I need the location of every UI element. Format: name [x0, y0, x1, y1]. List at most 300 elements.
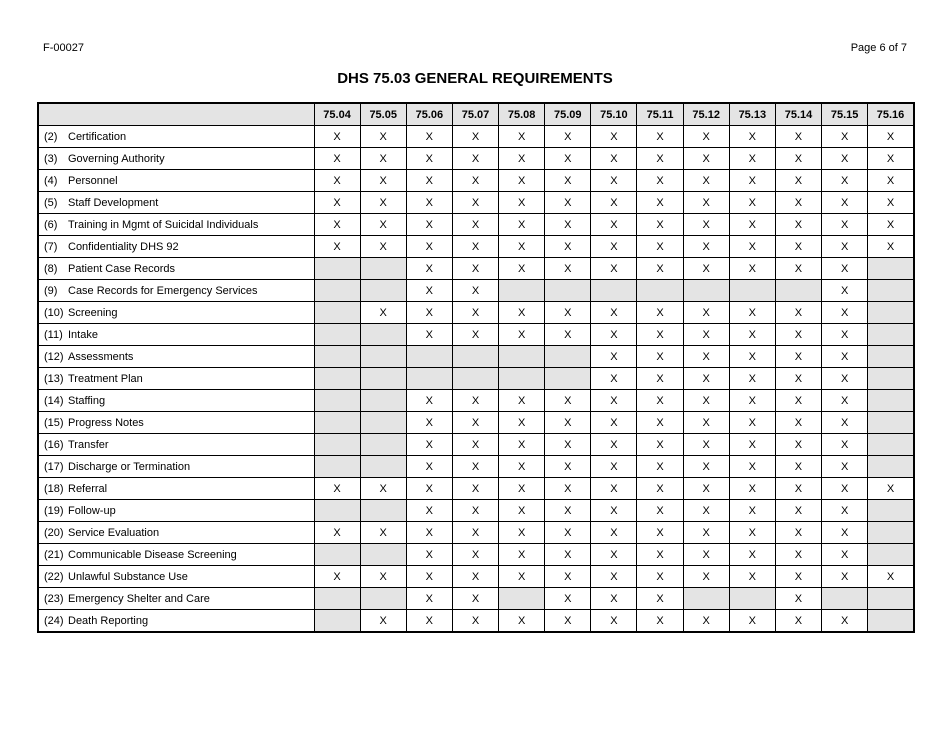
column-header: 75.13 — [729, 103, 775, 126]
check-cell: X — [822, 192, 868, 214]
table-row — [38, 192, 914, 214]
table-row — [38, 258, 914, 280]
check-cell: X — [314, 522, 360, 544]
check-cell: X — [499, 302, 545, 324]
requirement-label: Governing Authority — [68, 148, 314, 170]
check-cell: X — [452, 324, 498, 346]
check-cell: X — [683, 302, 729, 324]
check-cell: X — [683, 456, 729, 478]
check-cell: X — [868, 566, 914, 588]
shaded-cell — [591, 280, 637, 302]
check-cell: X — [729, 126, 775, 148]
check-cell: X — [314, 192, 360, 214]
check-cell: X — [775, 566, 821, 588]
shaded-cell — [683, 588, 729, 610]
check-cell: X — [822, 500, 868, 522]
shaded-cell — [360, 324, 406, 346]
check-cell: X — [360, 148, 406, 170]
check-cell: X — [683, 324, 729, 346]
check-cell: X — [775, 346, 821, 368]
check-cell: X — [868, 170, 914, 192]
check-cell: X — [729, 456, 775, 478]
check-cell: X — [822, 324, 868, 346]
table-row — [38, 522, 914, 544]
check-cell: X — [637, 258, 683, 280]
check-cell: X — [775, 478, 821, 500]
shaded-cell — [637, 280, 683, 302]
check-cell: X — [452, 412, 498, 434]
check-cell: X — [499, 456, 545, 478]
table-row — [38, 390, 914, 412]
requirement-label: Transfer — [68, 434, 314, 456]
requirement-label: Follow-up — [68, 500, 314, 522]
check-cell: X — [729, 324, 775, 346]
shaded-cell — [868, 258, 914, 280]
shaded-cell — [360, 588, 406, 610]
check-cell: X — [452, 302, 498, 324]
check-cell: X — [591, 412, 637, 434]
check-cell: X — [775, 324, 821, 346]
check-cell: X — [822, 258, 868, 280]
shaded-cell — [868, 456, 914, 478]
check-cell: X — [683, 610, 729, 633]
check-cell: X — [637, 566, 683, 588]
check-cell: X — [452, 126, 498, 148]
check-cell: X — [729, 390, 775, 412]
row-number: (2) — [38, 126, 68, 148]
check-cell: X — [775, 302, 821, 324]
shaded-cell — [360, 346, 406, 368]
check-cell: X — [637, 412, 683, 434]
check-cell: X — [729, 214, 775, 236]
table-row — [38, 368, 914, 390]
shaded-cell — [868, 324, 914, 346]
check-cell: X — [822, 280, 868, 302]
table-row — [38, 324, 914, 346]
check-cell: X — [822, 170, 868, 192]
check-cell: X — [406, 324, 452, 346]
check-cell: X — [822, 148, 868, 170]
row-number: (16) — [38, 434, 68, 456]
header-corner — [38, 103, 314, 126]
check-cell: X — [775, 148, 821, 170]
check-cell: X — [637, 126, 683, 148]
check-cell: X — [683, 170, 729, 192]
check-cell: X — [775, 368, 821, 390]
column-header: 75.09 — [545, 103, 591, 126]
row-number: (11) — [38, 324, 68, 346]
shaded-cell — [360, 390, 406, 412]
shaded-cell — [499, 588, 545, 610]
shaded-cell — [360, 434, 406, 456]
check-cell: X — [637, 434, 683, 456]
form-id: F-00027 — [43, 42, 84, 54]
check-cell: X — [822, 434, 868, 456]
check-cell: X — [499, 126, 545, 148]
check-cell: X — [545, 148, 591, 170]
shaded-cell — [314, 368, 360, 390]
requirement-label: Emergency Shelter and Care — [68, 588, 314, 610]
check-cell: X — [545, 236, 591, 258]
shaded-cell — [314, 544, 360, 566]
check-cell: X — [637, 214, 683, 236]
check-cell: X — [406, 566, 452, 588]
row-number: (4) — [38, 170, 68, 192]
check-cell: X — [591, 566, 637, 588]
check-cell: X — [545, 544, 591, 566]
check-cell: X — [683, 192, 729, 214]
check-cell: X — [360, 522, 406, 544]
check-cell: X — [683, 214, 729, 236]
check-cell: X — [683, 368, 729, 390]
shaded-cell — [360, 456, 406, 478]
table-row — [38, 412, 914, 434]
shaded-cell — [314, 588, 360, 610]
shaded-cell — [360, 280, 406, 302]
check-cell: X — [545, 390, 591, 412]
table-row — [38, 588, 914, 610]
check-cell: X — [591, 346, 637, 368]
row-number: (21) — [38, 544, 68, 566]
table-row — [38, 566, 914, 588]
row-number: (9) — [38, 280, 68, 302]
check-cell: X — [775, 170, 821, 192]
check-cell: X — [637, 478, 683, 500]
shaded-cell — [868, 412, 914, 434]
check-cell: X — [822, 302, 868, 324]
requirements-table — [37, 102, 915, 633]
check-cell: X — [775, 588, 821, 610]
check-cell: X — [729, 412, 775, 434]
requirement-label: Death Reporting — [68, 610, 314, 633]
shaded-cell — [499, 368, 545, 390]
check-cell: X — [637, 148, 683, 170]
check-cell: X — [637, 302, 683, 324]
table-row — [38, 500, 914, 522]
check-cell: X — [545, 434, 591, 456]
check-cell: X — [452, 566, 498, 588]
check-cell: X — [360, 610, 406, 633]
check-cell: X — [822, 478, 868, 500]
check-cell: X — [822, 412, 868, 434]
row-number: (20) — [38, 522, 68, 544]
table-row — [38, 280, 914, 302]
shaded-cell — [868, 346, 914, 368]
shaded-cell — [314, 324, 360, 346]
check-cell: X — [452, 258, 498, 280]
check-cell: X — [729, 500, 775, 522]
shaded-cell — [360, 500, 406, 522]
check-cell: X — [775, 434, 821, 456]
requirement-label: Communicable Disease Screening — [68, 544, 314, 566]
check-cell: X — [545, 456, 591, 478]
shaded-cell — [868, 588, 914, 610]
check-cell: X — [545, 214, 591, 236]
check-cell: X — [775, 500, 821, 522]
check-cell: X — [314, 214, 360, 236]
check-cell: X — [360, 566, 406, 588]
check-cell: X — [314, 126, 360, 148]
check-cell: X — [406, 214, 452, 236]
check-cell: X — [637, 346, 683, 368]
check-cell: X — [775, 214, 821, 236]
check-cell: X — [683, 412, 729, 434]
shaded-cell — [360, 544, 406, 566]
shaded-cell — [314, 346, 360, 368]
check-cell: X — [406, 544, 452, 566]
check-cell: X — [452, 192, 498, 214]
row-number: (22) — [38, 566, 68, 588]
check-cell: X — [360, 478, 406, 500]
column-header: 75.14 — [775, 103, 821, 126]
shaded-cell — [314, 456, 360, 478]
check-cell: X — [591, 500, 637, 522]
shaded-cell — [822, 588, 868, 610]
check-cell: X — [360, 192, 406, 214]
check-cell: X — [822, 544, 868, 566]
check-cell: X — [406, 236, 452, 258]
requirement-label: Assessments — [68, 346, 314, 368]
check-cell: X — [314, 236, 360, 258]
check-cell: X — [683, 390, 729, 412]
shaded-cell — [314, 500, 360, 522]
check-cell: X — [545, 192, 591, 214]
check-cell: X — [406, 456, 452, 478]
check-cell: X — [729, 148, 775, 170]
check-cell: X — [545, 500, 591, 522]
table-row — [38, 544, 914, 566]
column-header: 75.08 — [499, 103, 545, 126]
shaded-cell — [729, 588, 775, 610]
check-cell: X — [591, 236, 637, 258]
check-cell: X — [729, 522, 775, 544]
check-cell: X — [406, 258, 452, 280]
check-cell: X — [499, 522, 545, 544]
check-cell: X — [406, 500, 452, 522]
shaded-cell — [499, 346, 545, 368]
check-cell: X — [499, 544, 545, 566]
check-cell: X — [545, 610, 591, 633]
row-number: (17) — [38, 456, 68, 478]
check-cell: X — [683, 148, 729, 170]
check-cell: X — [591, 148, 637, 170]
shaded-cell — [868, 434, 914, 456]
check-cell: X — [545, 170, 591, 192]
check-cell: X — [729, 610, 775, 633]
column-header: 75.12 — [683, 103, 729, 126]
check-cell: X — [591, 456, 637, 478]
check-cell: X — [406, 170, 452, 192]
check-cell: X — [822, 566, 868, 588]
shaded-cell — [499, 280, 545, 302]
column-header: 75.16 — [868, 103, 914, 126]
check-cell: X — [499, 412, 545, 434]
check-cell: X — [452, 456, 498, 478]
check-cell: X — [868, 126, 914, 148]
requirement-label: Staffing — [68, 390, 314, 412]
check-cell: X — [406, 390, 452, 412]
shaded-cell — [868, 544, 914, 566]
check-cell: X — [729, 544, 775, 566]
check-cell: X — [452, 170, 498, 192]
table-row — [38, 346, 914, 368]
check-cell: X — [499, 236, 545, 258]
check-cell: X — [683, 258, 729, 280]
check-cell: X — [868, 478, 914, 500]
check-cell: X — [729, 566, 775, 588]
requirement-label: Patient Case Records — [68, 258, 314, 280]
check-cell: X — [545, 324, 591, 346]
row-number: (10) — [38, 302, 68, 324]
check-cell: X — [683, 544, 729, 566]
check-cell: X — [360, 126, 406, 148]
check-cell: X — [452, 434, 498, 456]
check-cell: X — [822, 522, 868, 544]
check-cell: X — [775, 126, 821, 148]
check-cell: X — [591, 192, 637, 214]
requirement-label: Personnel — [68, 170, 314, 192]
shaded-cell — [314, 390, 360, 412]
page-number: Page 6 of 7 — [850, 42, 907, 54]
column-header: 75.15 — [822, 103, 868, 126]
shaded-cell — [868, 280, 914, 302]
check-cell: X — [499, 258, 545, 280]
check-cell: X — [406, 126, 452, 148]
row-number: (3) — [38, 148, 68, 170]
requirement-label: Training in Mgmt of Suicidal Individuals — [68, 214, 314, 236]
check-cell: X — [729, 192, 775, 214]
column-header: 75.04 — [314, 103, 360, 126]
check-cell: X — [637, 544, 683, 566]
shaded-cell — [360, 368, 406, 390]
check-cell: X — [314, 148, 360, 170]
check-cell: X — [452, 588, 498, 610]
check-cell: X — [360, 236, 406, 258]
check-cell: X — [775, 192, 821, 214]
check-cell: X — [591, 324, 637, 346]
requirement-label: Discharge or Termination — [68, 456, 314, 478]
check-cell: X — [822, 456, 868, 478]
requirement-label: Confidentiality DHS 92 — [68, 236, 314, 258]
check-cell: X — [729, 258, 775, 280]
check-cell: X — [545, 566, 591, 588]
column-header: 75.06 — [406, 103, 452, 126]
check-cell: X — [406, 588, 452, 610]
check-cell: X — [637, 368, 683, 390]
row-number: (6) — [38, 214, 68, 236]
check-cell: X — [683, 346, 729, 368]
check-cell: X — [499, 324, 545, 346]
row-number: (23) — [38, 588, 68, 610]
row-number: (15) — [38, 412, 68, 434]
shaded-cell — [868, 610, 914, 633]
check-cell: X — [637, 390, 683, 412]
row-number: (13) — [38, 368, 68, 390]
check-cell: X — [637, 456, 683, 478]
table-row — [38, 302, 914, 324]
shaded-cell — [406, 346, 452, 368]
check-cell: X — [499, 170, 545, 192]
shaded-cell — [868, 522, 914, 544]
check-cell: X — [822, 610, 868, 633]
column-header: 75.05 — [360, 103, 406, 126]
check-cell: X — [775, 412, 821, 434]
check-cell: X — [822, 126, 868, 148]
shaded-cell — [868, 500, 914, 522]
requirement-label: Service Evaluation — [68, 522, 314, 544]
check-cell: X — [499, 390, 545, 412]
table-row — [38, 148, 914, 170]
check-cell: X — [729, 368, 775, 390]
check-cell: X — [452, 544, 498, 566]
check-cell: X — [499, 148, 545, 170]
check-cell: X — [683, 500, 729, 522]
check-cell: X — [545, 258, 591, 280]
check-cell: X — [775, 456, 821, 478]
check-cell: X — [775, 258, 821, 280]
requirement-label: Certification — [68, 126, 314, 148]
shaded-cell — [545, 280, 591, 302]
check-cell: X — [683, 478, 729, 500]
requirement-label: Screening — [68, 302, 314, 324]
shaded-cell — [775, 280, 821, 302]
column-header: 75.11 — [637, 103, 683, 126]
check-cell: X — [591, 170, 637, 192]
check-cell: X — [591, 544, 637, 566]
check-cell: X — [499, 610, 545, 633]
check-cell: X — [499, 566, 545, 588]
requirement-label: Referral — [68, 478, 314, 500]
check-cell: X — [591, 126, 637, 148]
check-cell: X — [591, 522, 637, 544]
shaded-cell — [406, 368, 452, 390]
table-row — [38, 126, 914, 148]
check-cell: X — [406, 610, 452, 633]
check-cell: X — [545, 588, 591, 610]
check-cell: X — [545, 126, 591, 148]
check-cell: X — [314, 478, 360, 500]
row-number: (14) — [38, 390, 68, 412]
check-cell: X — [406, 434, 452, 456]
shaded-cell — [360, 258, 406, 280]
table-row — [38, 214, 914, 236]
check-cell: X — [729, 434, 775, 456]
check-cell: X — [637, 170, 683, 192]
shaded-cell — [868, 368, 914, 390]
shaded-cell — [314, 610, 360, 633]
check-cell: X — [360, 302, 406, 324]
check-cell: X — [545, 302, 591, 324]
check-cell: X — [637, 192, 683, 214]
check-cell: X — [452, 236, 498, 258]
check-cell: X — [637, 522, 683, 544]
check-cell: X — [775, 610, 821, 633]
check-cell: X — [822, 346, 868, 368]
check-cell: X — [637, 324, 683, 346]
check-cell: X — [868, 148, 914, 170]
requirement-label: Intake — [68, 324, 314, 346]
row-number: (18) — [38, 478, 68, 500]
check-cell: X — [406, 302, 452, 324]
table-row — [38, 170, 914, 192]
row-number: (7) — [38, 236, 68, 258]
check-cell: X — [499, 192, 545, 214]
requirement-label: Unlawful Substance Use — [68, 566, 314, 588]
check-cell: X — [360, 170, 406, 192]
page-title: DHS 75.03 GENERAL REQUIREMENTS — [337, 70, 613, 87]
check-cell: X — [452, 280, 498, 302]
shaded-cell — [868, 302, 914, 324]
